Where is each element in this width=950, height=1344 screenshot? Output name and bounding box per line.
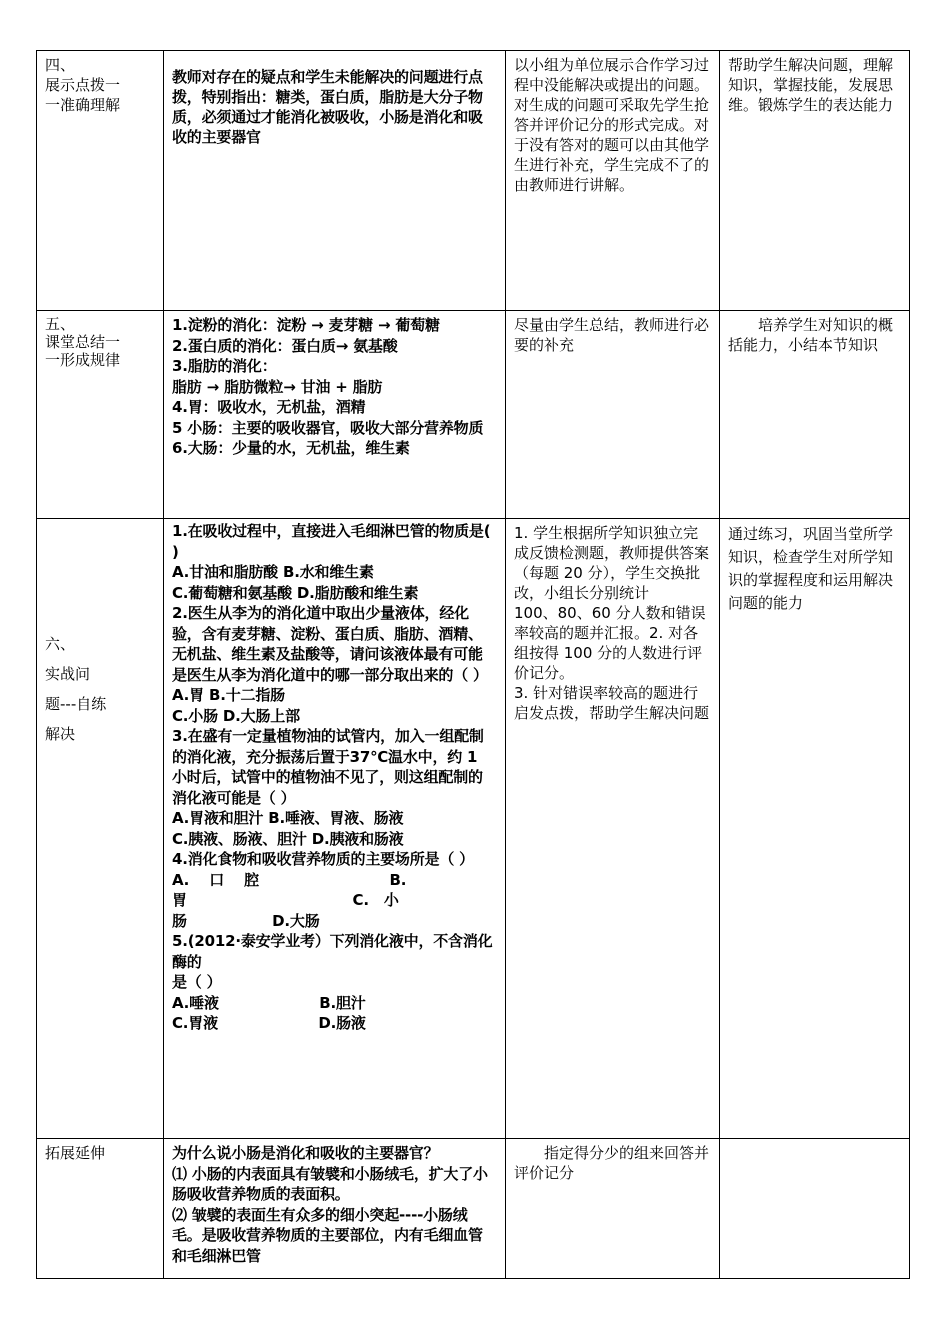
option-text: 胃 C. 小 — [172, 891, 399, 909]
design-intent-cell — [720, 311, 910, 519]
content-cell — [164, 519, 506, 1139]
stage-cell — [37, 1139, 164, 1279]
stage-label: 五、 — [45, 315, 76, 333]
table-row — [37, 311, 910, 519]
design-intent-cell — [720, 1139, 910, 1279]
stage-label: 展示点拨一 — [45, 76, 121, 94]
content-text: ⑴ 小肠的内表面具有皱襞和小肠绒毛，扩大了小肠吸收营养物质的表面积。 — [172, 1164, 488, 1203]
stage-cell — [37, 519, 164, 1139]
option-text: 肠 D.大肠 — [172, 911, 320, 930]
content-text: 1.淀粉的消化：淀粉 → 麦芽糖 → 葡萄糖 — [172, 316, 440, 334]
design-intent-cell — [720, 51, 910, 311]
design-intent-text: 通过练习，巩固当堂所学知识，检查学生对所学知识的掌握程度和运用解决问题的能力 — [728, 525, 894, 612]
content-text: 2.蛋白质的消化：蛋白质→ 氨基酸 — [172, 336, 398, 355]
stage-label: 拓展延伸 — [45, 1144, 106, 1162]
option-text: A.胃 B.十二指肠 — [172, 686, 285, 704]
content-text: 6.大肠：少量的水，无机盐，维生素 — [172, 439, 410, 457]
table-row — [37, 1139, 910, 1279]
design-intent-text: 帮助学生解决问题，理解知识，掌握技能，发展思维。锻炼学生的表达能力 — [728, 56, 894, 114]
student-activity-text: 1. 学生根据所学知识独立完成反馈检测题，教师提供答案（每题 20 分），学生交换批改，小组长分别统计 — [514, 524, 710, 602]
stage-label: 一形成规律 — [45, 351, 121, 369]
question-text: 为什么说小肠是消化和吸收的主要器官？ — [172, 1144, 439, 1162]
student-activity-text: 尽量由学生总结，教师进行必要的补充 — [514, 316, 710, 354]
option-text: C.葡萄糖和氨基酸 D.脂肪酸和维生素 — [172, 583, 419, 602]
student-activity-text: 指定得分少的组来回答并评价记分 — [514, 1144, 710, 1182]
stage-label: 四、 — [45, 56, 76, 74]
option-text: A.唾液 B.胆汁 — [172, 993, 366, 1012]
student-activity-cell — [506, 519, 720, 1139]
stage-cell — [37, 51, 164, 311]
question-text: 4.消化食物和吸收营养物质的主要场所是（ ） — [172, 850, 474, 868]
student-activity-text: 3. 针对错误率较高的题进行启发点拨，帮助学生解决问题 — [514, 684, 710, 722]
option-text: C.胃液 D.肠液 — [172, 1014, 366, 1032]
design-intent-cell — [720, 519, 910, 1139]
question-text: 3.在盛有一定量植物油的试管内，加入一组配制的消化液，充分振荡后置于37℃温水中，约 1 小时后，试管中的植物油不见了，则这组配制的消化液可能是（ ） — [172, 727, 484, 807]
question-text: 是（ ） — [172, 973, 222, 991]
student-activity-cell — [506, 51, 720, 311]
design-intent-text: 培养学生对知识的概括能力，小结本节知识 — [728, 316, 894, 354]
stage-label: 课堂总结一 — [45, 333, 121, 351]
stage-label: 解决 — [45, 725, 76, 743]
option-text: C.小肠 D.大肠上部 — [172, 706, 300, 725]
content-text: 教师对存在的疑点和学生未能解决的问题进行点拨，特别指出：糖类，蛋白质，脂肪是大分子物质，必须通过才能消化被吸收，小肠是消化和吸收的主要器官 — [172, 68, 483, 146]
content-text: 3.脂肪的消化： — [172, 357, 277, 375]
student-activity-text: 以小组为单位展示合作学习过程中没能解决或提出的问题。对生成的问题可采取先学生抢答并评价记分的形式完成。对于没有答对的题可以由其他学生进行补充，学生完成不了的由教师进行讲解。 — [514, 56, 710, 194]
student-activity-cell — [506, 1139, 720, 1279]
lesson-plan-table — [36, 50, 910, 1279]
student-activity-text: 100、80、60 分人数和错误率较高的题并汇报。2. 对各组按得 100 分的人数进行评价记分。 — [514, 604, 706, 682]
question-text: 2.医生从李为的消化道中取出少量液体，经化验，含有麦芽糖、淀粉、蛋白质、脂肪、酒精、无机盐、维生素及盐酸等，请问该液体最有可能是医生从李为消化道中的哪一部分取出来的（ ） — [172, 604, 488, 684]
table-row — [37, 51, 910, 311]
option-text: A.胃液和胆汁 B.唾液、胃液、肠液 — [172, 809, 404, 827]
content-text: 4.胃：吸收水，无机盐，酒精 — [172, 398, 366, 416]
option-text: A.甘油和脂肪酸 B.水和维生素 — [172, 563, 374, 581]
table-row — [37, 519, 910, 1139]
stage-label: 六、 — [45, 635, 76, 653]
option-text: A. 口 腔 B. — [172, 870, 407, 889]
question-text: 5.(2012·泰安学业考）下列消化液中，不含消化酶的 — [172, 932, 493, 971]
stage-cell — [37, 311, 164, 519]
content-text: ⑵ 皱襞的表面生有众多的细小突起----小肠绒毛。是吸收营养物质的主要部位，内有毛细血管和毛细淋巴管 — [172, 1205, 483, 1265]
stage-label: 一准确理解 — [45, 96, 121, 114]
content-text: 脂肪 → 脂肪微粒→ 甘油 + 脂肪 — [172, 377, 383, 396]
stage-label: 题---自练 — [45, 695, 107, 713]
student-activity-cell — [506, 311, 720, 519]
option-text: C.胰液、肠液、胆汁 D.胰液和肠液 — [172, 829, 404, 848]
content-cell — [164, 51, 506, 311]
content-cell — [164, 311, 506, 519]
content-cell — [164, 1139, 506, 1279]
stage-label: 实战问 — [45, 665, 91, 683]
content-text: 5 小肠：主要的吸收器官，吸收大部分营养物质 — [172, 418, 484, 437]
question-text: 1.在吸收过程中，直接进入毛细淋巴管的物质是( ) — [172, 522, 491, 561]
